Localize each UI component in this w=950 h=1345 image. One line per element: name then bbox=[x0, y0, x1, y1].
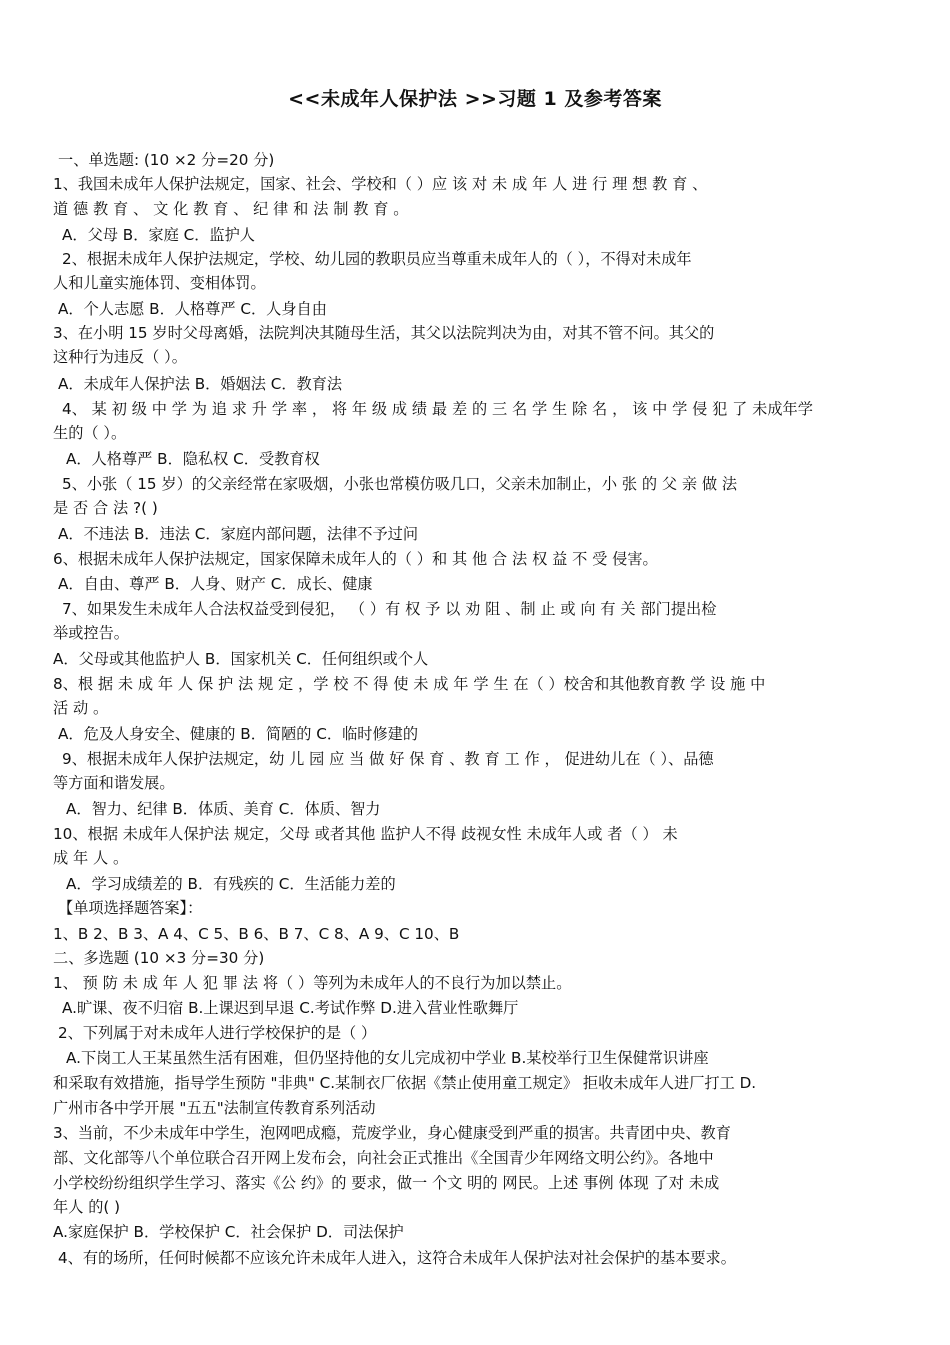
question-text: 8、根 据 未 成 年 人 保 护 法 规 定 ，学 校 不 得 使 未 成 年 学 生 在（ ）校舍和其他教育教 学 设 施 中 bbox=[53, 675, 766, 693]
answer-key-heading: 【单项选择题答案】： bbox=[58, 899, 203, 917]
answer-options: A．危及人身安全、健康的 B．简陋的 C．临时修建的 bbox=[58, 725, 419, 743]
answer-options: A．父母或其他监护人 B．国家机关 C．任何组织或个人 bbox=[53, 650, 429, 668]
answer-options: 和采取有效措施，指导学生预防 "非典" C.某制衣厂依据《禁止使用童工规定》 拒收未成年人进厂打工 D. bbox=[53, 1074, 757, 1092]
question-text: 年人 的( ) bbox=[53, 1198, 121, 1216]
answer-options: 广州市各中学开展 "五五"法制宣传教育系列活动 bbox=[53, 1099, 376, 1117]
document-title: <<未成年人保护法 >>习题 1 及参考答案 bbox=[288, 88, 662, 110]
question-text: 7、如果发生未成年人合法权益受到侵犯， （ ）有 权 予 以 劝 阻 、制 止 或 向 有 关 部门提出检 bbox=[62, 600, 717, 618]
question-text: 2、根据未成年人保护法规定，学校、幼儿园的教职员应当尊重未成年人的（ ），不得对未成年 bbox=[62, 250, 692, 268]
question-text: 1、我国未成年人保护法规定，国家、社会、学校和（ ）应 该 对 未 成 年 人 进 行 理 想 教 育 、 bbox=[53, 175, 708, 193]
answer-key: 1、B 2、B 3、A 4、C 5、B 6、B 7、C 8、A 9、C 10、B bbox=[53, 925, 460, 943]
question-text: 等方面和谐发展。 bbox=[53, 774, 175, 792]
question-text: 3、当前，不少未成年中学生，泡网吧成瘾，荒废学业，身心健康受到严重的损害。共青团中央、教育 bbox=[53, 1124, 731, 1142]
question-text: 生的（ ）。 bbox=[53, 424, 127, 442]
answer-options: A.家庭保护 B．学校保护 C．社会保护 D．司法保护 bbox=[53, 1223, 404, 1241]
question-text: 道 德 教 育 、 文 化 教 育 、 纪 律 和 法 制 教 育 。 bbox=[53, 200, 409, 218]
section-heading-single-choice: 一、单选题: (10 ×2 分=20 分) bbox=[58, 151, 275, 169]
question-text: 1、 预 防 未 成 年 人 犯 罪 法 将（ ）等列为未成年人的不良行为加以禁止。 bbox=[53, 974, 572, 992]
question-text: 5、小张（ 15 岁）的父亲经常在家吸烟，小张也常模仿吸几口，父亲未加制止，小 张 的 父 亲 做 法 bbox=[62, 475, 738, 493]
answer-options: A．个人志愿 B．人格尊严 C．人身自由 bbox=[58, 300, 327, 318]
question-text: 4、 某 初 级 中 学 为 追 求 升 学 率 ， 将 年 级 成 绩 最 差 的 三 名 学 生 除 名 ， 该 中 学 侵 犯 了 未成年学 bbox=[62, 400, 813, 418]
question-text: 这种行为违反（ ）。 bbox=[53, 348, 187, 366]
question-text: 2、下列属于对未成年人进行学校保护的是（ ） bbox=[58, 1024, 377, 1042]
question-text: 4、有的场所，任何时候都不应该允许未成年人进入，这符合未成年人保护法对社会保护的基本要求。 bbox=[58, 1249, 736, 1267]
question-text: 成 年 人 。 bbox=[53, 849, 129, 867]
question-text: 10、根据 未成年人保护法 规定，父母 或者其他 监护人不得 歧视女性 未成年人或 者（ ） 未 bbox=[53, 825, 678, 843]
answer-options: A.下岗工人王某虽然生活有困难，但仍坚持他的女儿完成初中学业 B.某校举行卫生保健常识讲座 bbox=[66, 1049, 709, 1067]
answer-options: A．学习成绩差的 B．有残疾的 C．生活能力差的 bbox=[66, 875, 396, 893]
answer-options: A．自由、尊严 B．人身、财产 C．成长、健康 bbox=[58, 575, 373, 593]
answer-options: A．未成年人保护法 B．婚姻法 C．教育法 bbox=[58, 375, 343, 393]
question-text: 是 否 合 法 ?( ) bbox=[53, 499, 158, 517]
answer-options: A．父母 B．家庭 C．监护人 bbox=[62, 226, 255, 244]
question-text: 部、文化部等八个单位联合召开网上发布会，向社会正式推出《全国青少年网络文明公约》。各地中 bbox=[53, 1149, 714, 1167]
question-text: 小学校纷纷组织学生学习、落实《公 约》的 要求，做一 个文 明的 网民。上述 事例 体现 了对 未成 bbox=[53, 1174, 720, 1192]
question-text: 6、根据未成年人保护法规定，国家保障未成年人的（ ）和 其 他 合 法 权 益 不 受 侵害。 bbox=[53, 550, 658, 568]
question-text: 举或控告。 bbox=[53, 624, 129, 642]
answer-options: A．人格尊严 B．隐私权 C．受教育权 bbox=[66, 450, 320, 468]
answer-options: A.旷课、夜不归宿 B.上课迟到早退 C.考试作弊 D.进入营业性歌舞厅 bbox=[62, 999, 519, 1017]
answer-options: A．不违法 B．违法 C．家庭内部问题，法律不予过问 bbox=[58, 525, 419, 543]
question-text: 3、在小明 15 岁时父母离婚，法院判决其随母生活，其父以法院判决为由，对其不管不问。其父的 bbox=[53, 324, 715, 342]
question-text: 活 动 。 bbox=[53, 699, 109, 717]
answer-options: A．智力、纪律 B．体质、美育 C．体质、智力 bbox=[66, 800, 381, 818]
section-heading-multiple-choice: 二、多选题 (10 ×3 分=30 分) bbox=[53, 949, 265, 967]
question-text: 9、根据未成年人保护法规定，幼 儿 园 应 当 做 好 保 育 、教 育 工 作 ， 促进幼儿在（ ）、品德 bbox=[62, 750, 714, 768]
question-text: 人和儿童实施体罚、变相体罚。 bbox=[53, 274, 266, 292]
